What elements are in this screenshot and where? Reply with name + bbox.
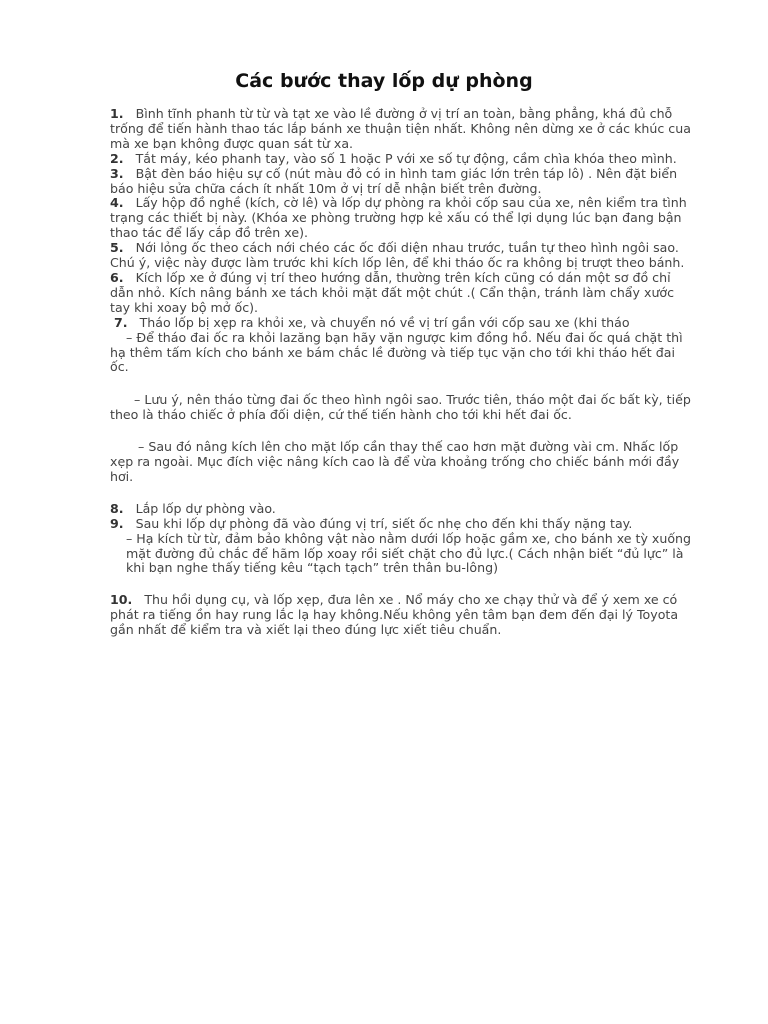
note-raise-jack <box>110 440 695 485</box>
step-text: Lấy hộp đồ nghề (kích, cờ lê) và lốp dự phòng ra khỏi cốp sau của xe, nên kiểm tra tình trạng các thiết bị này. (Khóa xe phòng trường hợp kẻ xấu có thể lợi dụng lúc bạn đang bận thao tác để lấy cắp đồ trên xe). <box>110 195 687 241</box>
step-3 <box>110 167 695 197</box>
step-number: 4. <box>110 195 124 211</box>
step-text: Bình tĩnh phanh từ từ và tạt xe vào lề đường ở vị trí an toàn, bằng phẳng, khá đủ chỗ trống để tiến hành thao tác lắp bánh xe thuận tiện nhất. Không nên dừng xe ở các khúc cua mà xe bạn không được quan sát từ xa. <box>110 106 691 151</box>
note-text: – Sau đó nâng kích lên cho mặt lốp cần thay thế cao hơn mặt đường vài cm. Nhấc lốp xẹp ra ngoài. Mục đích việc nâng kích cao là để vừa khoảng trống cho chiếc bánh mới đầy hơi. <box>110 439 680 484</box>
step-7 <box>110 316 695 331</box>
step-7-detail <box>110 331 695 376</box>
step-8 <box>110 502 695 517</box>
step-text: Sau khi lốp dự phòng đã vào đúng vị trí, siết ốc nhẹ cho đến khi thấy nặng tay. <box>135 515 633 531</box>
step-4 <box>110 196 695 241</box>
step-text: Tắt máy, kéo phanh tay, vào số 1 hoặc P với xe số tự động, cầm chìa khóa theo mình. <box>135 150 677 166</box>
step-text: Lắp lốp dự phòng vào. <box>135 500 276 516</box>
document-title: Các bước thay lốp dự phòng <box>235 70 533 92</box>
step-text: – Hạ kích từ từ, đảm bảo không vật nào nằm dưới lốp hoặc gầm xe, cho bánh xe tỳ xuống mặt đường đủ chắc để hãm lốp xoay rồi siết chặt cho đủ lực.( Cách nhận biết “đủ lực” là khi bạn nghe thấy tiếng kêu “tạch tạch” trên thân bu-lông) <box>126 530 692 576</box>
step-number: 2. <box>110 150 124 166</box>
step-5 <box>110 241 695 271</box>
step-9 <box>110 517 695 532</box>
step-number: 7. <box>114 314 128 330</box>
step-2 <box>110 152 695 167</box>
step-text: – Để tháo đai ốc ra khỏi lazăng bạn hãy vặn ngược kim đồng hồ. Nếu đai ốc quá chặt thì hạ thêm tấm kích cho bánh xe bám chắc lề đường và tiếp tục vặn cho tới khi tháo hết đai ốc. <box>110 329 683 375</box>
step-10 <box>110 593 695 638</box>
step-text: Thu hồi dụng cụ, và lốp xẹp, đưa lên xe . Nổ máy cho xe chạy thử và để ý xem xe có phát ra tiếng ồn hay rung lắc lạ hay không.Nếu không yên tâm bạn đem đến đại lý Toyota gần nhất để kiểm tra và xiết lại theo đúng lực xiết tiêu chuẩn. <box>110 592 679 638</box>
note-text: – Lưu ý, nên tháo từng đai ốc theo hình ngôi sao. Trước tiên, tháo một đai ốc bất kỳ, tiếp theo là tháo chiếc ở phía đối diện, cứ thế tiến hành cho tới khi hết đai ốc. <box>110 392 691 423</box>
step-number: 9. <box>110 515 124 531</box>
step-text: Nới lỏng ốc theo cách nới chéo các ốc đối diện nhau trước, tuần tự theo hình ngôi sao. Chú ý, việc này được làm trước khi kích lốp lên, để khi tháo ốc ra không bị trượt theo bánh. <box>110 240 685 271</box>
step-number: 10. <box>110 592 133 608</box>
note-star-pattern <box>110 393 695 423</box>
step-1 <box>110 107 695 152</box>
document-body <box>110 107 695 638</box>
step-number: 6. <box>110 269 124 285</box>
step-number: 8. <box>110 500 124 516</box>
step-number: 1. <box>110 106 124 121</box>
step-text: Tháo lốp bị xẹp ra khỏi xe, và chuyển nó về vị trí gần với cốp sau xe (khi tháo <box>139 314 630 330</box>
step-text: Kích lốp xe ở đúng vị trí theo hướng dẫn, thường trên kích cũng có dán một sơ đồ chỉ dẫn nhỏ. Kích nâng bánh xe tách khỏi mặt đất một chút .( Cẩn thận, tránh làm chẩy xước tay khi xoay bộ mở ốc). <box>110 269 675 315</box>
step-6 <box>110 271 695 316</box>
step-number: 3. <box>110 165 124 181</box>
step-9-detail <box>110 532 695 577</box>
step-number: 5. <box>110 240 124 256</box>
step-text: Bật đèn báo hiệu sự cố (nút màu đỏ có in hình tam giác lớn trên táp lô) . Nên đặt biển báo hiệu sửa chữa cách ít nhất 10m ở vị trí dễ nhận biết trên đường. <box>110 165 678 196</box>
